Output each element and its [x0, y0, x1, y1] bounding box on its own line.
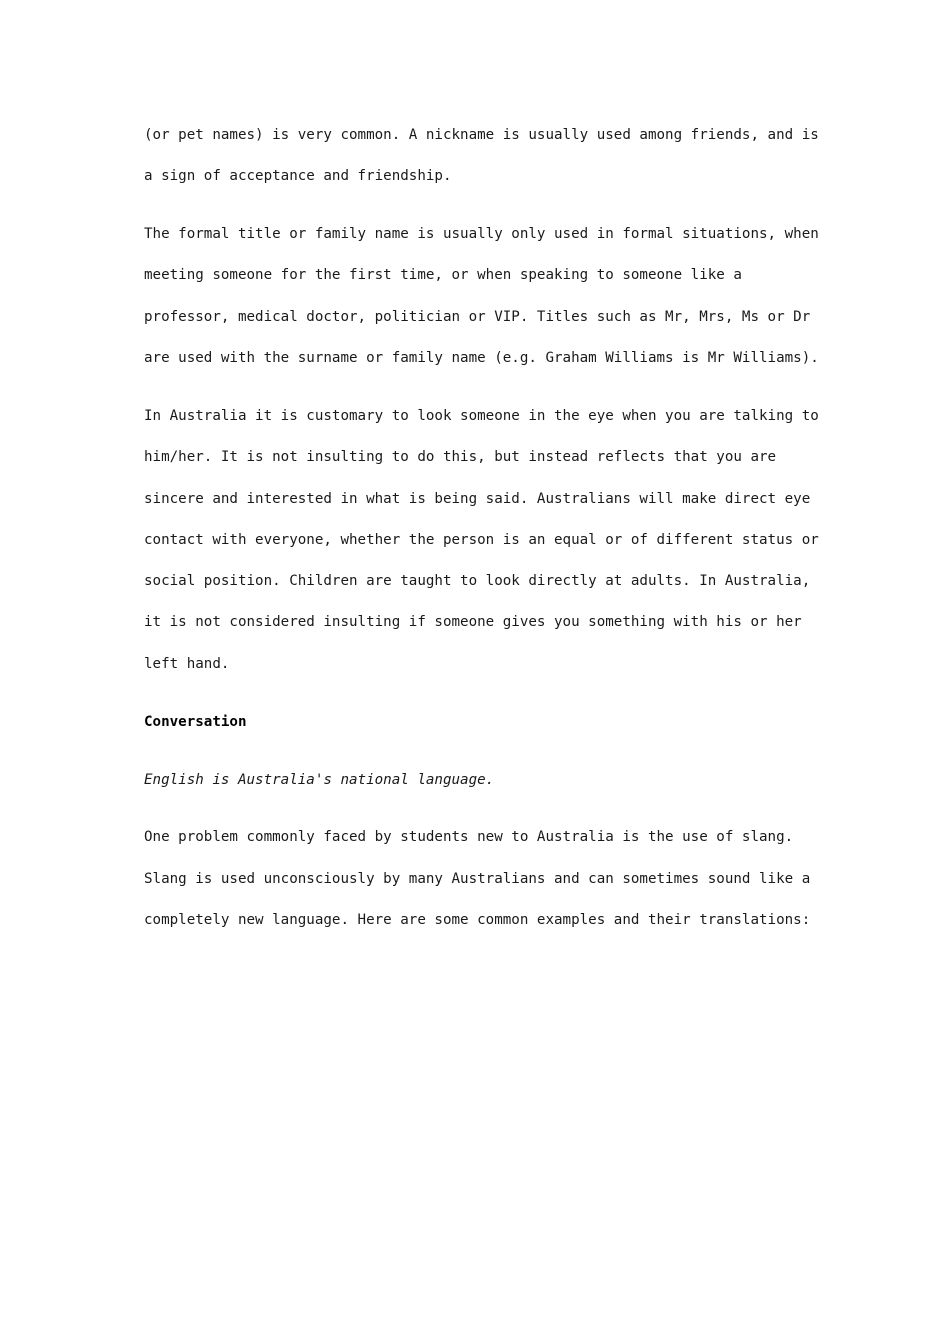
- text-line: are used with the surname or family name (e.g. Graham Williams is Mr Williams).: [144, 350, 819, 367]
- text-line: a sign of acceptance and friendship.: [144, 168, 452, 185]
- text-line: social position. Children are taught to look directly at adults. In Australia,: [144, 573, 811, 590]
- text-line: contact with everyone, whether the person is an equal or of different status or: [144, 531, 819, 548]
- italic-statement: English is Australia's national language.: [144, 771, 495, 788]
- text-line: meeting someone for the first time, or when speaking to someone like a: [144, 267, 742, 284]
- paragraph-formal-titles: [144, 214, 824, 379]
- text-line: completely new language. Here are some common examples and their translations:: [144, 912, 811, 929]
- document-body: [144, 115, 824, 958]
- paragraph-slang: [144, 817, 824, 941]
- section-heading: Conversation: [144, 713, 247, 730]
- text-line: In Australia it is customary to look someone in the eye when you are talking to: [144, 407, 819, 424]
- text-line: professor, medical doctor, politician or VIP. Titles such as Mr, Mrs, Ms or Dr: [144, 308, 811, 325]
- text-line: it is not considered insulting if someone gives you something with his or her: [144, 614, 802, 631]
- text-line: The formal title or family name is usually only used in formal situations, when: [144, 226, 819, 243]
- text-line: Slang is used unconsciously by many Australians and can sometimes sound like a: [144, 870, 811, 887]
- paragraph-eye-contact: [144, 396, 824, 685]
- text-line: sincere and interested in what is being said. Australians will make direct eye: [144, 490, 811, 507]
- text-line: (or pet names) is very common. A nickname is usually used among friends, and is: [144, 127, 819, 143]
- text-line: One problem commonly faced by students new to Australia is the use of slang.: [144, 829, 794, 846]
- text-line: him/her. It is not insulting to do this, but instead reflects that you are: [144, 449, 777, 466]
- text-line: left hand.: [144, 655, 230, 672]
- paragraph-nicknames: [144, 115, 824, 198]
